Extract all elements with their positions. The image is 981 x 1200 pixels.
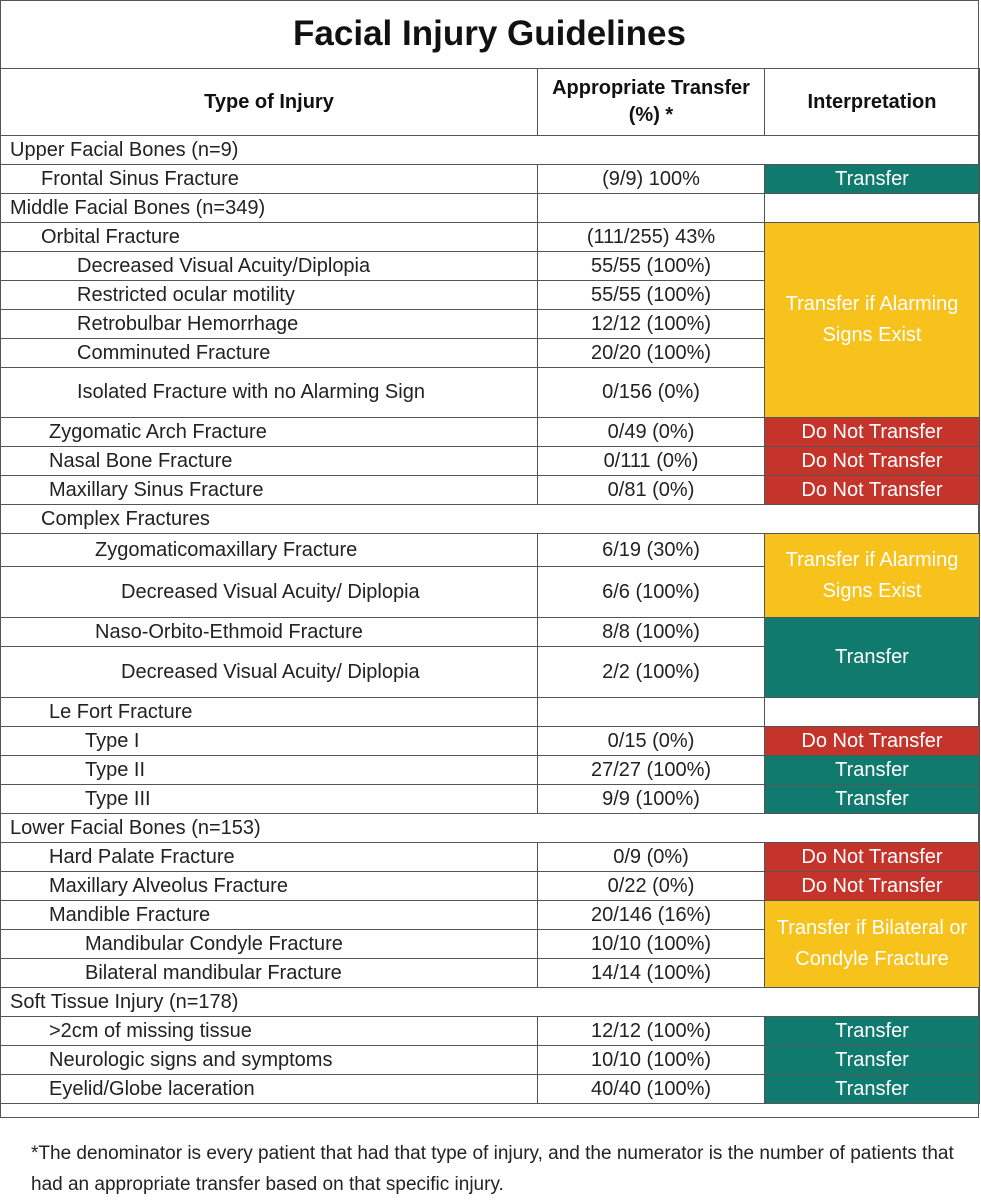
row-interpretation-empty xyxy=(765,194,980,223)
interpretation-do-not-transfer: Do Not Transfer xyxy=(765,476,980,505)
interpretation-zygomaticomaxillary: Transfer if Alarming Signs Exist xyxy=(765,534,980,618)
row-value: (9/9) 100% xyxy=(538,165,765,194)
row-value: 2/2 (100%) xyxy=(538,647,765,698)
row-value: 10/10 (100%) xyxy=(538,930,765,959)
row-label: >2cm of missing tissue xyxy=(1,1017,538,1046)
interpretation-transfer: Transfer xyxy=(765,1075,980,1104)
interpretation-mandible: Transfer if Bilateral or Condyle Fracture xyxy=(765,901,980,988)
interpretation-do-not-transfer: Do Not Transfer xyxy=(765,872,980,901)
category-row xyxy=(1,814,980,843)
row-value xyxy=(538,814,765,843)
header-type: Type of Injury xyxy=(1,69,538,136)
interpretation-do-not-transfer: Do Not Transfer xyxy=(765,418,980,447)
row-label: Upper Facial Bones (n=9) xyxy=(1,136,538,165)
table-row xyxy=(1,534,980,567)
row-label: Nasal Bone Fracture xyxy=(1,447,538,476)
table-row xyxy=(1,843,980,872)
interpretation-transfer: Transfer xyxy=(765,1017,980,1046)
table-row xyxy=(1,476,980,505)
row-label: Decreased Visual Acuity/ Diplopia xyxy=(1,567,538,618)
interpretation-do-not-transfer: Do Not Transfer xyxy=(765,843,980,872)
table-row xyxy=(1,223,980,252)
row-value: 0/111 (0%) xyxy=(538,447,765,476)
row-label: Zygomatic Arch Fracture xyxy=(1,418,538,447)
interpretation-naso-orbito-ethmoid: Transfer xyxy=(765,618,980,698)
table-row xyxy=(1,727,980,756)
table-row xyxy=(1,872,980,901)
row-label: Decreased Visual Acuity/Diplopia xyxy=(1,252,538,281)
row-label: Zygomaticomaxillary Fracture xyxy=(1,534,538,567)
row-label: Soft Tissue Injury (n=178) xyxy=(1,988,538,1017)
row-value: 20/146 (16%) xyxy=(538,901,765,930)
row-label: Eyelid/Globe laceration xyxy=(1,1075,538,1104)
row-label: Maxillary Sinus Fracture xyxy=(1,476,538,505)
row-label: Mandibular Condyle Fracture xyxy=(1,930,538,959)
table-row xyxy=(1,785,980,814)
row-label: Mandible Fracture xyxy=(1,901,538,930)
row-value: 12/12 (100%) xyxy=(538,310,765,339)
row-label: Hard Palate Fracture xyxy=(1,843,538,872)
row-label: Lower Facial Bones (n=153) xyxy=(1,814,538,843)
header-transfer: Appropriate Transfer (%) * xyxy=(538,69,765,136)
row-value: 27/27 (100%) xyxy=(538,756,765,785)
table-row xyxy=(1,698,980,727)
page-title: Facial Injury Guidelines xyxy=(0,0,979,69)
row-value: 0/9 (0%) xyxy=(538,843,765,872)
row-label: Comminuted Fracture xyxy=(1,339,538,368)
row-label: Le Fort Fracture xyxy=(1,698,538,727)
interpretation-do-not-transfer: Do Not Transfer xyxy=(765,447,980,476)
row-label: Type I xyxy=(1,727,538,756)
header-row xyxy=(1,69,980,136)
category-row xyxy=(1,136,980,165)
row-label: Middle Facial Bones (n=349) xyxy=(1,194,538,223)
row-label: Complex Fractures xyxy=(1,505,538,534)
row-value: 10/10 (100%) xyxy=(538,1046,765,1075)
table-row xyxy=(1,901,980,930)
row-label: Naso-Orbito-Ethmoid Fracture xyxy=(1,618,538,647)
category-row xyxy=(1,988,980,1017)
table-row xyxy=(1,418,980,447)
injury-table xyxy=(0,68,980,1104)
row-interpretation-empty xyxy=(765,136,980,165)
row-value xyxy=(538,136,765,165)
table-row xyxy=(1,618,980,647)
row-label: Isolated Fracture with no Alarming Sign xyxy=(1,368,538,418)
row-value: 20/20 (100%) xyxy=(538,339,765,368)
interpretation-transfer: Transfer xyxy=(765,165,980,194)
row-label: Orbital Fracture xyxy=(1,223,538,252)
row-label: Type II xyxy=(1,756,538,785)
interpretation-transfer: Transfer xyxy=(765,1046,980,1075)
row-label: Bilateral mandibular Fracture xyxy=(1,959,538,988)
row-value: 0/15 (0%) xyxy=(538,727,765,756)
table-row xyxy=(1,165,980,194)
row-value xyxy=(538,698,765,727)
table-row xyxy=(1,1046,980,1075)
footnote: *The denominator is every patient that had that type of injury, and the numerator is the number of patients that had an appropriate transfer based on that specific injury. xyxy=(31,1143,954,1195)
row-label: Type III xyxy=(1,785,538,814)
row-value: 12/12 (100%) xyxy=(538,1017,765,1046)
row-interpretation-empty xyxy=(765,988,980,1017)
row-value: 55/55 (100%) xyxy=(538,281,765,310)
interpretation-orbital: Transfer if Alarming Signs Exist xyxy=(765,223,980,418)
row-value: 0/22 (0%) xyxy=(538,872,765,901)
category-row xyxy=(1,505,980,534)
row-label: Restricted ocular motility xyxy=(1,281,538,310)
row-label: Neurologic signs and symptoms xyxy=(1,1046,538,1075)
row-label: Decreased Visual Acuity/ Diplopia xyxy=(1,647,538,698)
header-interpretation: Interpretation xyxy=(765,69,980,136)
row-interpretation-empty xyxy=(765,814,980,843)
row-value: 9/9 (100%) xyxy=(538,785,765,814)
row-value: 0/49 (0%) xyxy=(538,418,765,447)
interpretation-transfer: Transfer xyxy=(765,756,980,785)
row-value xyxy=(538,194,765,223)
row-value: 14/14 (100%) xyxy=(538,959,765,988)
row-value xyxy=(538,505,765,534)
row-value: 55/55 (100%) xyxy=(538,252,765,281)
table-row xyxy=(1,1017,980,1046)
row-interpretation-empty xyxy=(765,698,980,727)
table-row xyxy=(1,1075,980,1104)
row-value: 0/156 (0%) xyxy=(538,368,765,418)
row-value: (111/255) 43% xyxy=(538,223,765,252)
row-value: 6/19 (30%) xyxy=(538,534,765,567)
interpretation-transfer: Transfer xyxy=(765,785,980,814)
row-label: Maxillary Alveolus Fracture xyxy=(1,872,538,901)
row-interpretation-empty xyxy=(765,505,980,534)
table-row xyxy=(1,447,980,476)
interpretation-do-not-transfer: Do Not Transfer xyxy=(765,727,980,756)
category-row xyxy=(1,194,980,223)
row-value: 40/40 (100%) xyxy=(538,1075,765,1104)
row-value: 0/81 (0%) xyxy=(538,476,765,505)
row-value: 8/8 (100%) xyxy=(538,618,765,647)
row-label: Frontal Sinus Fracture xyxy=(1,165,538,194)
table-row xyxy=(1,756,980,785)
row-label: Retrobulbar Hemorrhage xyxy=(1,310,538,339)
row-value xyxy=(538,988,765,1017)
row-value: 6/6 (100%) xyxy=(538,567,765,618)
